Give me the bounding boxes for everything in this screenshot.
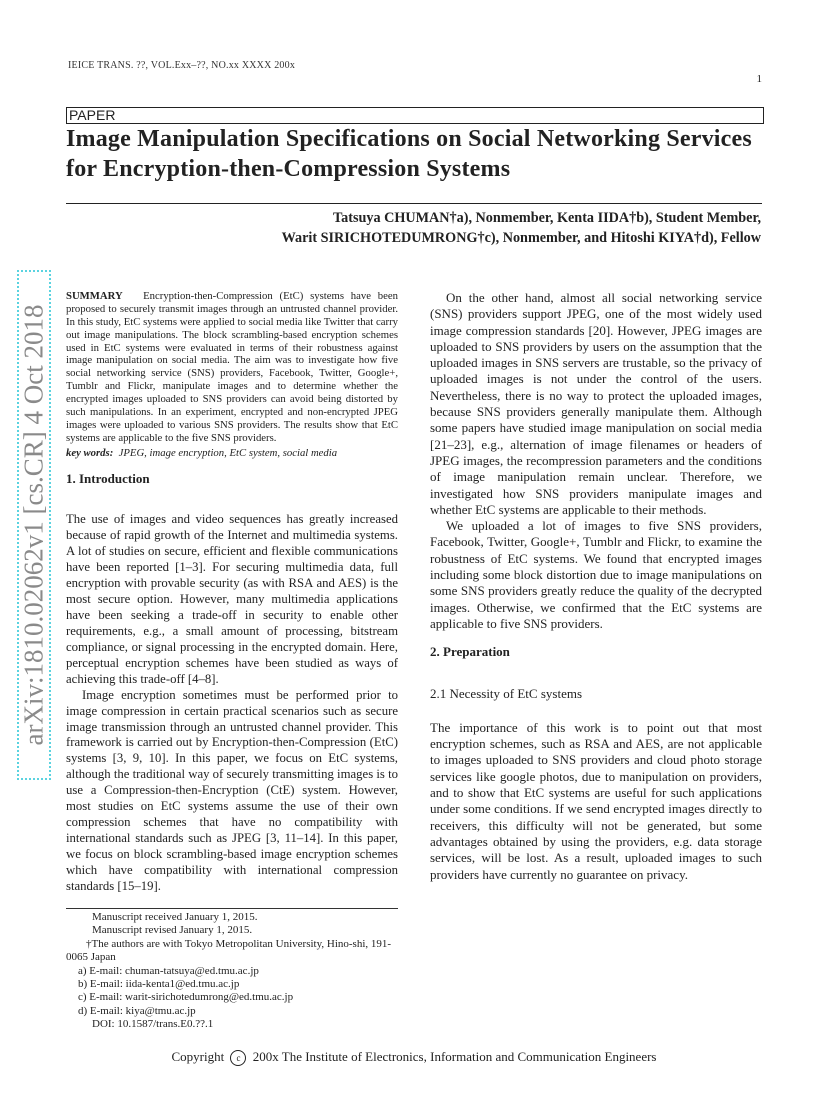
paper-title: Image Manipulation Specifications on Social Networking Services for Encryption-then-Compression Systems bbox=[66, 126, 752, 182]
author-line-2: Warit SIRICHOTEDUMRONG†c), Nonmember, and Hitoshi KIYA†d), Fellow bbox=[281, 230, 761, 246]
footnote-email-c[interactable]: c) E-mail: warit-sirichotedumrong@ed.tmu.ac.jp bbox=[78, 991, 294, 1004]
left-column bbox=[66, 290, 398, 895]
section-heading-introduction: 1. Introduction bbox=[66, 471, 150, 487]
abstract-text: Encryption-then-Compression (EtC) systems have been proposed to securely transmit images through an untrusted channel provider. In this study, EtC systems were applied to social media like Twitter that carry out image manipulations. The block scrambling-based encryption schemes used in EtC systems were evaluated in terms of their robustness against image manipulation on social media. The aim was to investigate how five social networking service (SNS) providers, Facebook, Twitter, Google+, Tumblr and Flickr, manipulate images and to determine whether the encrypted images uploaded to SNS providers can avoid being distorted by such manipulations. In an experiment, encrypted and non-encrypted JPEG images were uploaded to various SNS providers. The results show that EtC systems are applicable to the five SNS providers. bbox=[66, 290, 398, 444]
preparation-paragraph-1: The importance of this work is to point out that most encryption schemes, such as RSA and AES, are not applicable to images uploaded to SNS providers and cloud photo storage services like google photos, due to manipulation on providers, and to show that EtC systems are useful for such applications under some conditions. If we send encrypted images directly to receivers, this difficulty will not be generated, but some advantages obtained by using the providers, e.g. data storage services, will be lost. As a result, uploaded images to such providers have currently no guarantee on privacy. bbox=[430, 719, 762, 882]
running-head: IEICE TRANS. ??, VOL.Exx–??, NO.xx XXXX 200x bbox=[68, 60, 296, 71]
footnote-revised: Manuscript revised January 1, 2015. bbox=[92, 924, 253, 937]
footnote-email-a[interactable]: a) E-mail: chuman-tatsuya@ed.tmu.ac.jp bbox=[78, 964, 259, 977]
keywords-label: key words: bbox=[66, 446, 114, 459]
footnotes bbox=[66, 911, 398, 1032]
footnote-email-b[interactable]: b) E-mail: iida-kenta1@ed.tmu.ac.jp bbox=[78, 978, 240, 991]
copyright-icon: c bbox=[230, 1050, 246, 1066]
abstract-label: SUMMARY bbox=[66, 290, 123, 302]
copyright-prefix: Copyright bbox=[171, 1049, 225, 1064]
right-column bbox=[430, 290, 762, 883]
keywords bbox=[66, 447, 398, 460]
footnote-divider bbox=[66, 908, 398, 909]
author-list bbox=[61, 208, 761, 248]
title-divider bbox=[66, 203, 762, 204]
page-number: 1 bbox=[756, 73, 762, 85]
paper-type-label: PAPER bbox=[66, 107, 764, 124]
intro-paragraph-1: The use of images and video sequences has greatly increased because of rapid growth of the Internet and multimedia systems. A lot of studies on secure, efficient and flexible communications have been reported [1–3]. For securing multimedia data, full encryption with provable security (as with RSA and AES) is the most secure option. However, many multimedia applications have been seeking a trade-off in security to enable other requirements, e.g., a small amount of processing, bitstream compliance, or signal processing in the encrypted domain. Here, perceptual encryption schemes have been studied as ways of achieving this trade-off [4–8]. bbox=[66, 512, 398, 686]
intro-paragraph-3: On the other hand, almost all social networking service (SNS) providers support JPEG, one of the most widely used image compression standards [20]. However, JPEG images are uploaded to SNS providers by users on the assumption that the uploaded images in SNS servers are trustable, so the privacy of uploaded images is not under the control of the users. Nevertheless, there is no way to protect the uploaded images, because SNS providers generally manipulate them. Although some papers have studied image manipulation on social media [21–23], e.g., alternation of image filenames or headers of JPEG images, the recompression parameters and the conditions of image manipulation remain unclear. Therefore, we investigated how SNS providers manipulate images and whether EtC systems are applicable to their methods. bbox=[430, 290, 762, 517]
copyright-text: 200x The Institute of Electronics, Information and Communication Engineers bbox=[252, 1049, 657, 1064]
subsection-heading-necessity: 2.1 Necessity of EtC systems bbox=[430, 685, 583, 701]
copyright-line bbox=[0, 1049, 828, 1066]
footnote-doi[interactable]: DOI: 10.1587/trans.E0.??.1 bbox=[92, 1018, 214, 1031]
section-heading-preparation: 2. Preparation bbox=[430, 644, 510, 660]
abstract bbox=[66, 290, 398, 445]
footnote-affiliation: †The authors are with Tokyo Metropolitan University, Hino-shi, 191-0065 Japan bbox=[66, 937, 392, 964]
footnote-email-d[interactable]: d) E-mail: kiya@tmu.ac.jp bbox=[78, 1004, 196, 1017]
footnote-received: Manuscript received January 1, 2015. bbox=[92, 911, 258, 923]
intro-paragraph-4: We uploaded a lot of images to five SNS providers, Facebook, Twitter, Google+, Tumblr and Flickr, to examine the robustness of EtC systems. We found that encrypted images including some block distortion due to image manipulations on some SNS providers greatly reduce the quality of the decrypted images. Otherwise, we confirmed that the EtC systems are applicable to five SNS providers. bbox=[430, 518, 762, 631]
arxiv-id[interactable]: arXiv:1810.02062v1 [cs.CR] 4 Oct 2018 bbox=[18, 304, 49, 746]
intro-paragraph-2: Image encryption sometimes must be performed prior to image compression in certain practical scenarios such as secure image transmission through an untrusted channel provider. This framework is carried out by Encryption-then-Compression (EtC) systems [3, 9, 10]. In this paper, we focus on EtC systems, although the traditional way of securely transmitting images is to use a Compression-then-Encryption (CtE) system. However, most studies on EtC systems assume the use of their own compression schemes that have no compatibility with international standards such as JPEG [3, 11–14]. In this paper, we focus on block scrambling-based image encryption schemes which have compatibility with international compression standards [15–19]. bbox=[66, 687, 398, 893]
arxiv-stamp[interactable] bbox=[17, 270, 51, 780]
author-line-1: Tatsuya CHUMAN†a), Nonmember, Kenta IIDA†b), Student Member, bbox=[333, 210, 761, 226]
keywords-text: JPEG, image encryption, EtC system, social media bbox=[118, 446, 338, 459]
